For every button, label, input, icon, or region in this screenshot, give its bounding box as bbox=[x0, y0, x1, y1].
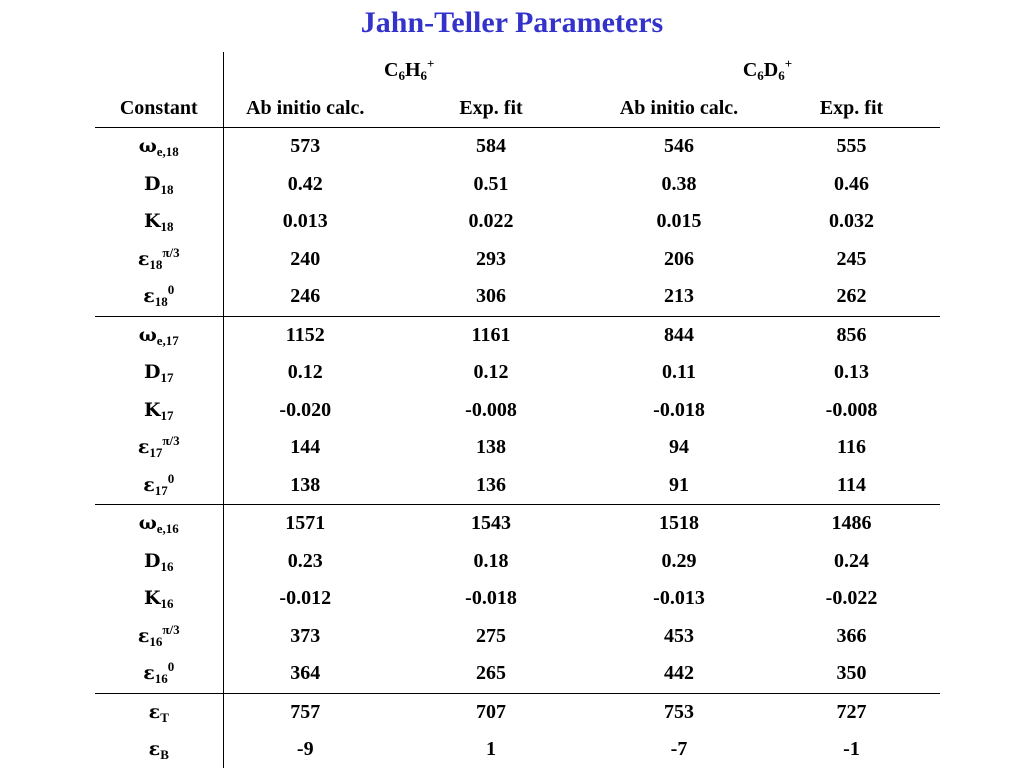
value-cell: 262 bbox=[763, 278, 940, 316]
constant-subscript: e,17 bbox=[156, 332, 179, 348]
constant-cell bbox=[95, 278, 223, 316]
table-row bbox=[95, 693, 940, 731]
value-cell: -7 bbox=[670, 738, 688, 761]
constant-subscript: B bbox=[160, 747, 169, 763]
constant-cell bbox=[95, 618, 223, 656]
value-cell: 1543 bbox=[471, 512, 511, 535]
value-cell: -0.013 bbox=[653, 587, 705, 610]
constant-cell bbox=[95, 467, 223, 505]
constant-superscript: π/3 bbox=[162, 621, 180, 637]
constant-symbol: ε bbox=[137, 247, 150, 270]
table-row bbox=[95, 392, 940, 430]
table-row bbox=[95, 731, 940, 768]
value-cell: 0.013 bbox=[282, 210, 328, 233]
value-cell: 138 bbox=[223, 467, 387, 505]
constant-cell bbox=[95, 241, 223, 279]
table-row bbox=[95, 166, 940, 204]
constant-symbol: ε bbox=[148, 700, 161, 723]
constant-cell bbox=[95, 203, 223, 241]
value-cell: 116 bbox=[837, 436, 866, 459]
value-cell: 555 bbox=[836, 135, 867, 158]
value-cell: 0.11 bbox=[662, 361, 696, 384]
table-row bbox=[95, 580, 940, 618]
value-cell: 245 bbox=[836, 247, 867, 270]
value-cell: 0.23 bbox=[287, 549, 323, 572]
value-cell: 856 bbox=[836, 323, 867, 346]
constant-subscript: T bbox=[160, 709, 169, 725]
value-cell: 373 bbox=[290, 624, 321, 647]
value-cell: 727 bbox=[836, 700, 867, 723]
constant-cell bbox=[95, 543, 223, 581]
value-cell: 0.18 bbox=[473, 549, 509, 572]
value-cell: 0.13 bbox=[834, 361, 869, 384]
constant-subscript: 16 bbox=[160, 596, 174, 612]
constant-symbol: ε bbox=[143, 473, 155, 496]
value-cell: 573 bbox=[290, 135, 321, 158]
value-cell: 213 bbox=[595, 278, 763, 316]
value-cell: 1152 bbox=[285, 323, 325, 346]
value-cell: 144 bbox=[290, 436, 321, 459]
constant-cell bbox=[95, 354, 223, 392]
value-cell: 707 bbox=[476, 700, 506, 723]
table-row bbox=[95, 467, 940, 505]
table-row bbox=[95, 618, 940, 656]
constant-cell bbox=[95, 655, 223, 693]
constant-subscript: e,18 bbox=[156, 144, 179, 160]
constant-symbol: ω bbox=[138, 135, 157, 158]
value-cell: 1486 bbox=[831, 512, 872, 535]
column-header-row bbox=[95, 89, 940, 128]
value-cell: -0.022 bbox=[825, 587, 878, 610]
column-header-exp-fit-c6d6: Exp. fit bbox=[763, 89, 940, 128]
constant-subscript: 16 bbox=[154, 671, 168, 687]
constant-superscript: 0 bbox=[167, 659, 175, 675]
value-cell: 0.022 bbox=[468, 210, 514, 233]
constant-symbol: K bbox=[143, 210, 161, 233]
value-cell: 1571 bbox=[285, 512, 326, 535]
value-cell: 0.032 bbox=[829, 210, 874, 233]
value-cell: -0.008 bbox=[825, 398, 878, 421]
column-header-ab-initio-c6h6: Ab initio calc. bbox=[223, 89, 387, 128]
constant-symbol: K bbox=[143, 587, 161, 610]
constant-symbol: D bbox=[144, 361, 161, 384]
constant-symbol: D bbox=[144, 549, 161, 572]
constant-symbol: ε bbox=[143, 285, 155, 308]
table-row bbox=[95, 505, 940, 543]
constant-cell bbox=[95, 166, 223, 204]
table-row bbox=[95, 203, 940, 241]
value-cell: -1 bbox=[843, 738, 860, 761]
value-cell: 546 bbox=[664, 135, 694, 158]
value-cell: 753 bbox=[664, 700, 694, 723]
value-cell: 584 bbox=[476, 135, 506, 158]
constant-superscript: π/3 bbox=[162, 433, 180, 449]
value-cell: 0.38 bbox=[661, 172, 697, 195]
value-cell: 306 bbox=[387, 278, 595, 316]
table-row bbox=[95, 278, 940, 316]
group-header-row bbox=[95, 52, 940, 89]
constant-symbol: D bbox=[144, 172, 161, 195]
constant-subscript: e,16 bbox=[156, 521, 179, 537]
value-cell: -0.020 bbox=[279, 398, 332, 421]
value-cell: 442 bbox=[595, 655, 763, 693]
constant-subscript: 18 bbox=[154, 294, 168, 310]
constant-subscript: 17 bbox=[160, 407, 174, 423]
value-cell: 0.46 bbox=[834, 172, 869, 195]
value-cell: 275 bbox=[476, 624, 506, 647]
value-cell: 0.42 bbox=[287, 172, 323, 195]
constant-symbol: ε bbox=[148, 738, 161, 761]
constant-cell bbox=[95, 316, 223, 354]
value-cell: 114 bbox=[763, 467, 940, 505]
value-cell: 757 bbox=[290, 700, 321, 723]
constant-cell bbox=[95, 392, 223, 430]
table-row bbox=[95, 543, 940, 581]
constant-subscript: 17 bbox=[149, 445, 163, 461]
value-cell: 1161 bbox=[471, 323, 511, 346]
column-header-constant: Constant bbox=[95, 89, 223, 128]
constant-cell bbox=[95, 505, 223, 543]
column-header-exp-fit-c6h6: Exp. fit bbox=[387, 89, 595, 128]
group-header-c6h6: $C_6H_6^+$ bbox=[384, 56, 435, 83]
constant-symbol: ε bbox=[137, 436, 150, 459]
value-cell: 844 bbox=[664, 323, 694, 346]
column-header-ab-initio-c6d6: Ab initio calc. bbox=[595, 89, 763, 128]
constant-symbol: ω bbox=[138, 512, 157, 535]
value-cell: 0.24 bbox=[834, 549, 869, 572]
value-cell: 240 bbox=[290, 247, 321, 270]
jahn-teller-table bbox=[95, 52, 940, 768]
value-cell: 138 bbox=[476, 436, 506, 459]
constant-subscript: 18 bbox=[160, 181, 174, 197]
value-cell: 350 bbox=[763, 655, 940, 693]
value-cell: 1 bbox=[486, 738, 496, 761]
table-row bbox=[95, 655, 940, 693]
value-cell: 366 bbox=[836, 624, 867, 647]
value-cell: 91 bbox=[595, 467, 763, 505]
value-cell: -9 bbox=[296, 738, 314, 761]
value-cell: 0.015 bbox=[656, 210, 702, 233]
constant-superscript: 0 bbox=[167, 470, 175, 486]
value-cell: -0.012 bbox=[279, 587, 332, 610]
value-cell: 1518 bbox=[659, 512, 699, 535]
constant-superscript: π/3 bbox=[162, 244, 180, 260]
table-row bbox=[95, 128, 940, 166]
value-cell: -0.018 bbox=[465, 587, 517, 610]
value-cell: -0.018 bbox=[653, 398, 705, 421]
constant-cell bbox=[95, 693, 223, 731]
constant-superscript: 0 bbox=[167, 282, 175, 298]
value-cell: 94 bbox=[669, 436, 689, 459]
value-cell: 0.12 bbox=[287, 361, 323, 384]
group-header-c6d6: $C_6D_6^+$ bbox=[742, 56, 793, 83]
empty-header-cell bbox=[95, 52, 223, 89]
value-cell: 453 bbox=[664, 624, 694, 647]
constant-subscript: 16 bbox=[149, 633, 163, 649]
constant-subscript: 17 bbox=[154, 482, 168, 498]
value-cell: 0.12 bbox=[473, 361, 509, 384]
value-cell: 265 bbox=[387, 655, 595, 693]
table-row bbox=[95, 354, 940, 392]
value-cell: 0.29 bbox=[661, 549, 697, 572]
value-cell: 293 bbox=[476, 247, 506, 270]
constant-subscript: 18 bbox=[149, 256, 163, 272]
constant-symbol: K bbox=[143, 398, 161, 421]
table-row bbox=[95, 429, 940, 467]
constant-symbol: ε bbox=[137, 624, 150, 647]
table-row bbox=[95, 316, 940, 354]
value-cell: 0.51 bbox=[473, 172, 509, 195]
table-row bbox=[95, 241, 940, 279]
value-cell: 364 bbox=[223, 655, 387, 693]
constant-cell bbox=[95, 580, 223, 618]
constant-cell bbox=[95, 429, 223, 467]
constant-symbol: ω bbox=[138, 323, 157, 346]
page-title: Jahn-Teller Parameters bbox=[360, 6, 664, 39]
constant-subscript: 16 bbox=[160, 558, 174, 574]
value-cell: -0.008 bbox=[465, 398, 517, 421]
constant-cell bbox=[95, 128, 223, 166]
constant-subscript: 18 bbox=[160, 219, 174, 235]
value-cell: 136 bbox=[387, 467, 595, 505]
value-cell: 246 bbox=[223, 278, 387, 316]
constant-symbol: ε bbox=[143, 662, 155, 685]
value-cell: 206 bbox=[664, 247, 694, 270]
constant-subscript: 17 bbox=[160, 370, 174, 386]
constant-cell bbox=[95, 731, 223, 768]
